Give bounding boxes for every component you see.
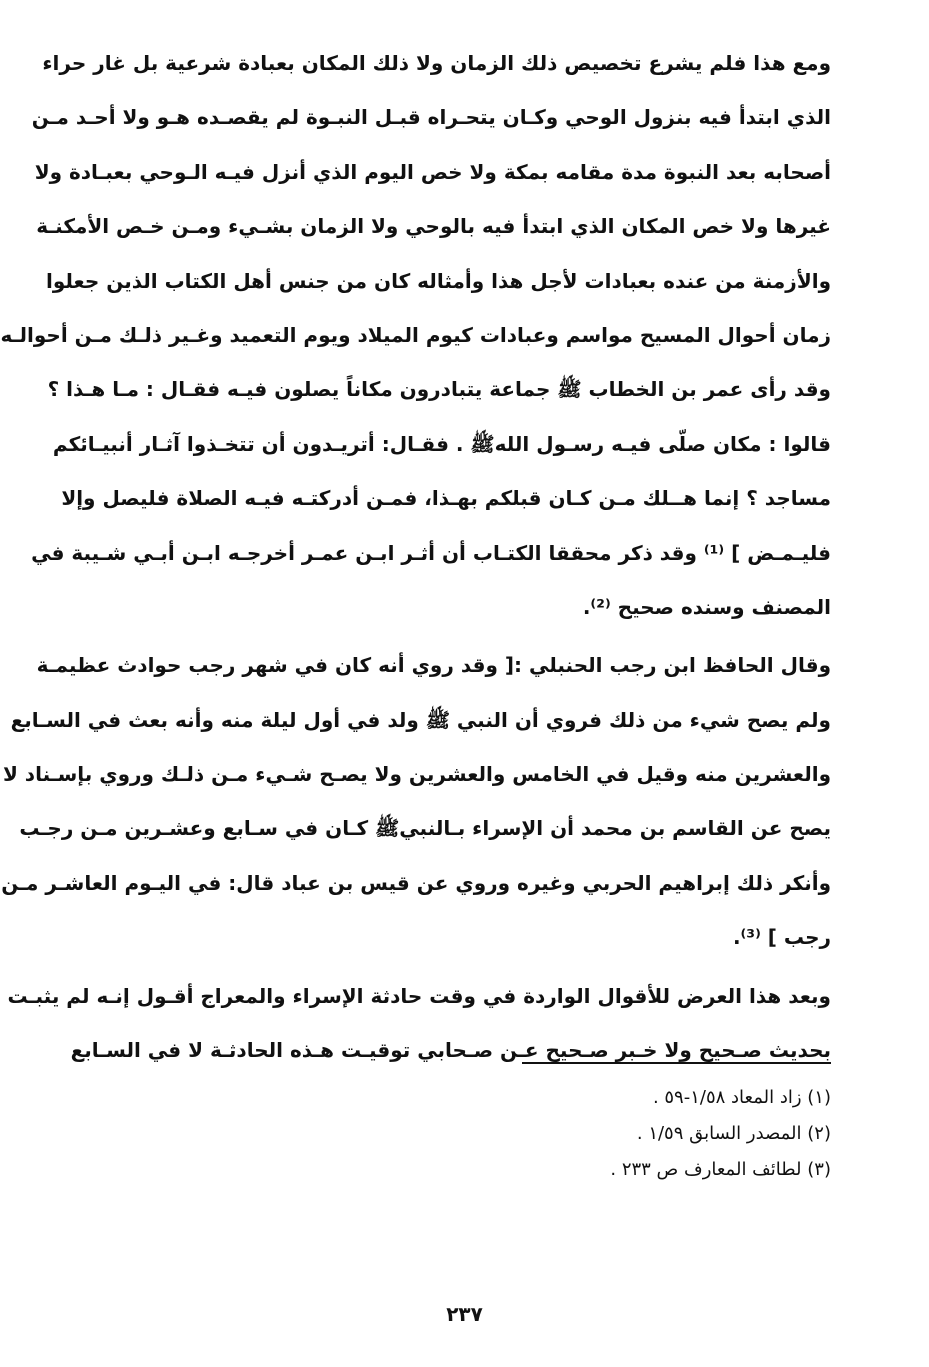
- text-line: والأزمنة من عنده بعبادات لأجل هذا وأمثاله كان من جنس أهل الكتاب الذين جعلوا: [45, 268, 831, 293]
- body-text: [0, 36, 831, 1077]
- footnote: (٣) لطائف المعارف ص ٢٣٣ .: [610, 1159, 831, 1180]
- text-line: المصنف وسنده صحيح ⁽²⁾.: [582, 594, 831, 619]
- text-line: وقال الحافظ ابن رجب الحنبلي :[ وقد روي أنه كان في شهر رجب حوادث عظيمـة: [36, 653, 831, 678]
- text-line: مساجد ؟ إنما هــلك مـن كـان قبلكم بهـذا، فمـن أدركتـه فيـه الصلاة فليصل وإلا: [61, 486, 831, 511]
- footnote-divider: [522, 1062, 831, 1064]
- text-line: والعشرين منه وقيل في الخامس والعشرين ولا يصـح شـيء مـن ذلـك وروي بإسـناد لا: [2, 762, 831, 787]
- text-line: قالوا : مكان صلّى فيـه رسـول اللهﷺ . فقـال: أتريـدون أن تتخـذوا آثـار أنبيـائكم: [52, 431, 831, 456]
- text-line: زمان أحوال المسيح مواسم وعبادات كيوم الميلاد ويوم التعميد وغـير ذلـك مـن أحوالـه: [0, 322, 831, 347]
- page-number: ٢٣٧: [446, 1302, 483, 1326]
- text-line: أصحابه بعد النبوة مدة مقامه بمكة ولا خص اليوم الذي أنزل فيـه الـوحي بعبـادة ولا: [34, 159, 831, 184]
- text-line: الذي ابتدأ فيه بنزول الوحي وكـان يتحـراه قبـل النبـوة لم يقصـده هـو ولا أحـد مـن: [31, 105, 831, 130]
- text-line: ولم يصح شيء من ذلك فروي أن النبي ﷺ ولد في أول ليلة منه وأنه بعث في السـابع: [10, 707, 831, 732]
- text-line: يصح عن القاسم بن محمد أن الإسراء بـالنبيﷺ كـان في سـابع وعشـرين مـن رجـب: [19, 816, 831, 841]
- text-line: رجب ] ⁽³⁾.: [732, 925, 831, 950]
- footnote: (٢) المصدر السابق ١/٥٩ .: [636, 1123, 831, 1144]
- text-line: فليـمـض ] ⁽¹⁾ وقد ذكر محققا الكتـاب أن أثـر ابـن عمـر أخرجـه ابـن أبـي شـيبة في: [31, 540, 831, 565]
- footnotes: [331, 1080, 831, 1188]
- text-line: ومع هذا فلم يشرع تخصيص ذلك الزمان ولا ذلك المكان بعبادة شرعية بل غار حراء: [42, 51, 831, 75]
- text-line: بحديث صـحيح ولا خـبر صـحيح عـن صـحابي توقيـت هـذه الحادثـة لا في السـابع: [70, 1038, 831, 1063]
- footnote: (١) زاد المعاد ١/٥٨-٥٩ .: [652, 1087, 831, 1108]
- text-line: غيرها ولا خص المكان الذي ابتدأ فيه بالوحي ولا الزمان بشـيء ومـن خـص الأمكنـة: [36, 214, 831, 239]
- text-line: وقد رأى عمر بن الخطاب ﷺ جماعة يتبادرون مكاناً يصلون فيـه فقـال : مـا هـذا ؟: [47, 377, 831, 402]
- text-line: وبعد هذا العرض للأقوال الواردة في وقت حادثة الإسراء والمعراج أقـول إنـه لم يثبـت: [7, 983, 831, 1008]
- text-line: وأنكر ذلك إبراهيم الحربي وغيره وروي عن قيس بن عباد قال: في اليـوم العاشـر مـن: [1, 870, 831, 895]
